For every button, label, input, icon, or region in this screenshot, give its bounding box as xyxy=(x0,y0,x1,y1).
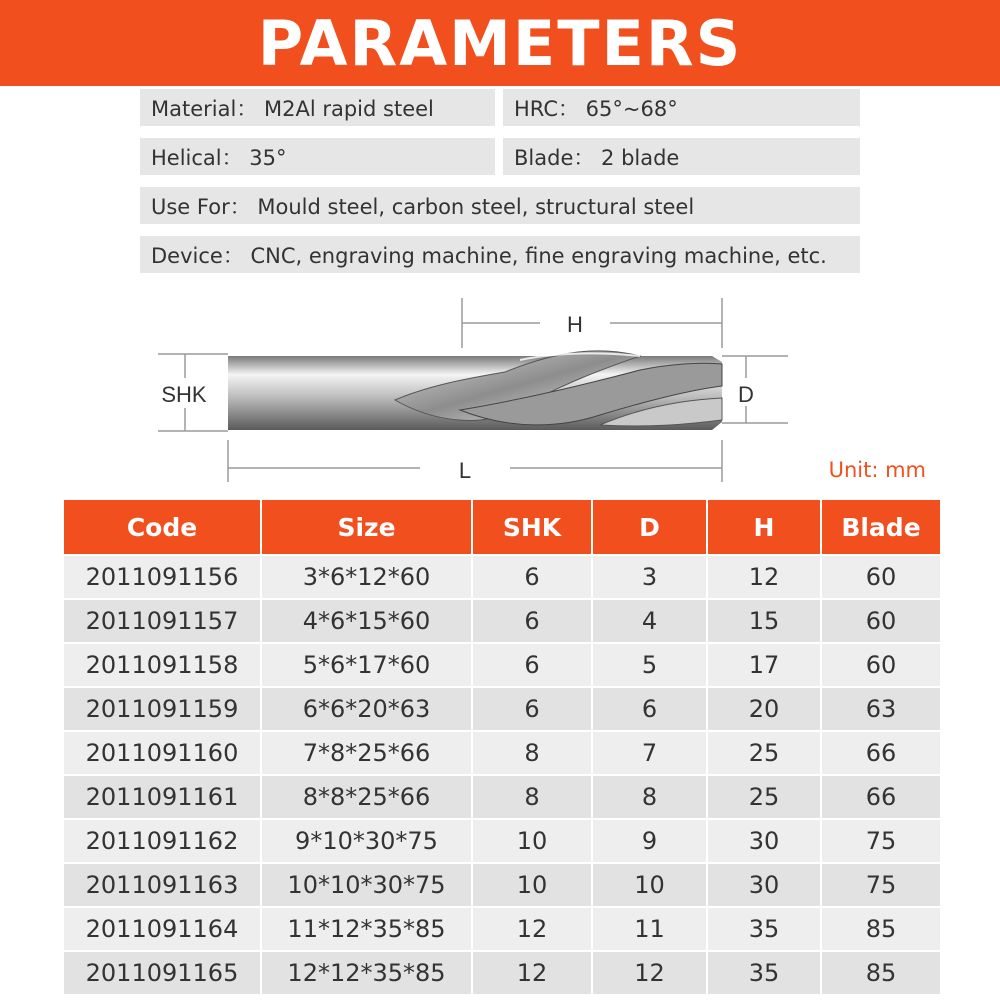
table-row xyxy=(64,951,940,994)
cell-h: 12 xyxy=(707,555,821,599)
cell-h: 30 xyxy=(707,863,821,907)
param-blade: Blade： 2 blade xyxy=(503,138,860,175)
header-size: Size xyxy=(261,500,472,555)
cell-h: 35 xyxy=(707,951,821,994)
cell-shk: 8 xyxy=(472,775,592,819)
header-d: D xyxy=(592,500,707,555)
cell-code: 2011091159 xyxy=(64,687,261,731)
cell-shk: 6 xyxy=(472,687,592,731)
cell-d: 5 xyxy=(592,643,707,687)
cell-shk: 12 xyxy=(472,907,592,951)
cell-blade: 60 xyxy=(821,555,940,599)
cell-size: 7*8*25*66 xyxy=(261,731,472,775)
header-h: H xyxy=(707,500,821,555)
unit-label: Unit: mm xyxy=(828,458,926,482)
cell-shk: 12 xyxy=(472,951,592,994)
table-row xyxy=(64,863,940,907)
cell-shk: 6 xyxy=(472,643,592,687)
table-row xyxy=(64,599,940,643)
cell-code: 2011091158 xyxy=(64,643,261,687)
cell-d: 3 xyxy=(592,555,707,599)
cell-size: 9*10*30*75 xyxy=(261,819,472,863)
cell-h: 25 xyxy=(707,775,821,819)
end-mill-tool xyxy=(228,351,722,430)
dimension-d xyxy=(722,356,788,423)
cell-code: 2011091162 xyxy=(64,819,261,863)
cell-h: 20 xyxy=(707,687,821,731)
header-blade: Blade xyxy=(821,500,940,555)
cell-d: 8 xyxy=(592,775,707,819)
cell-code: 2011091163 xyxy=(64,863,261,907)
cell-shk: 10 xyxy=(472,819,592,863)
cell-size: 10*10*30*75 xyxy=(261,863,472,907)
label-shk: SHK xyxy=(161,382,207,407)
cell-d: 9 xyxy=(592,819,707,863)
cell-blade: 63 xyxy=(821,687,940,731)
cell-d: 12 xyxy=(592,951,707,994)
cell-blade: 75 xyxy=(821,819,940,863)
param-device: Device： CNC, engraving machine, fine engraving machine, etc. xyxy=(140,236,860,273)
label-l: L xyxy=(458,458,472,483)
spec-table xyxy=(64,500,940,994)
label-h: H xyxy=(567,312,583,337)
header-shk: SHK xyxy=(472,500,592,555)
cell-code: 2011091160 xyxy=(64,731,261,775)
table-row xyxy=(64,643,940,687)
cell-blade: 60 xyxy=(821,599,940,643)
table-row xyxy=(64,775,940,819)
dimension-l xyxy=(228,440,722,482)
cell-size: 12*12*35*85 xyxy=(261,951,472,994)
cell-size: 6*6*20*63 xyxy=(261,687,472,731)
cell-shk: 6 xyxy=(472,599,592,643)
cell-size: 8*8*25*66 xyxy=(261,775,472,819)
param-use-for: Use For： Mould steel, carbon steel, structural steel xyxy=(140,187,860,224)
cell-blade: 60 xyxy=(821,643,940,687)
cell-blade: 85 xyxy=(821,907,940,951)
cell-h: 30 xyxy=(707,819,821,863)
page-title: PARAMETERS xyxy=(257,6,743,80)
table-row xyxy=(64,819,940,863)
table-row xyxy=(64,555,940,599)
cell-h: 17 xyxy=(707,643,821,687)
cell-d: 11 xyxy=(592,907,707,951)
cell-size: 5*6*17*60 xyxy=(261,643,472,687)
cell-code: 2011091165 xyxy=(64,951,261,994)
cell-blade: 66 xyxy=(821,731,940,775)
cell-h: 35 xyxy=(707,907,821,951)
table-row xyxy=(64,907,940,951)
cell-h: 15 xyxy=(707,599,821,643)
cell-blade: 85 xyxy=(821,951,940,994)
table-row xyxy=(64,687,940,731)
param-hrc: HRC： 65°~68° xyxy=(503,89,860,126)
param-helical: Helical： 35° xyxy=(140,138,495,175)
cell-shk: 6 xyxy=(472,555,592,599)
param-material: Material： M2Al rapid steel xyxy=(140,89,495,126)
header-code: Code xyxy=(64,500,261,555)
title-banner xyxy=(0,0,1000,86)
table-row xyxy=(64,731,940,775)
cell-code: 2011091157 xyxy=(64,599,261,643)
cell-size: 4*6*15*60 xyxy=(261,599,472,643)
cell-shk: 10 xyxy=(472,863,592,907)
cell-h: 25 xyxy=(707,731,821,775)
label-d: D xyxy=(738,382,754,407)
cell-d: 10 xyxy=(592,863,707,907)
dimension-h xyxy=(462,298,722,348)
cell-size: 3*6*12*60 xyxy=(261,555,472,599)
cell-shk: 8 xyxy=(472,731,592,775)
table-header-row xyxy=(64,500,940,555)
cell-d: 7 xyxy=(592,731,707,775)
cell-code: 2011091156 xyxy=(64,555,261,599)
cell-blade: 75 xyxy=(821,863,940,907)
cell-blade: 66 xyxy=(821,775,940,819)
cell-code: 2011091164 xyxy=(64,907,261,951)
cell-code: 2011091161 xyxy=(64,775,261,819)
cell-size: 11*12*35*85 xyxy=(261,907,472,951)
cell-d: 6 xyxy=(592,687,707,731)
cell-d: 4 xyxy=(592,599,707,643)
